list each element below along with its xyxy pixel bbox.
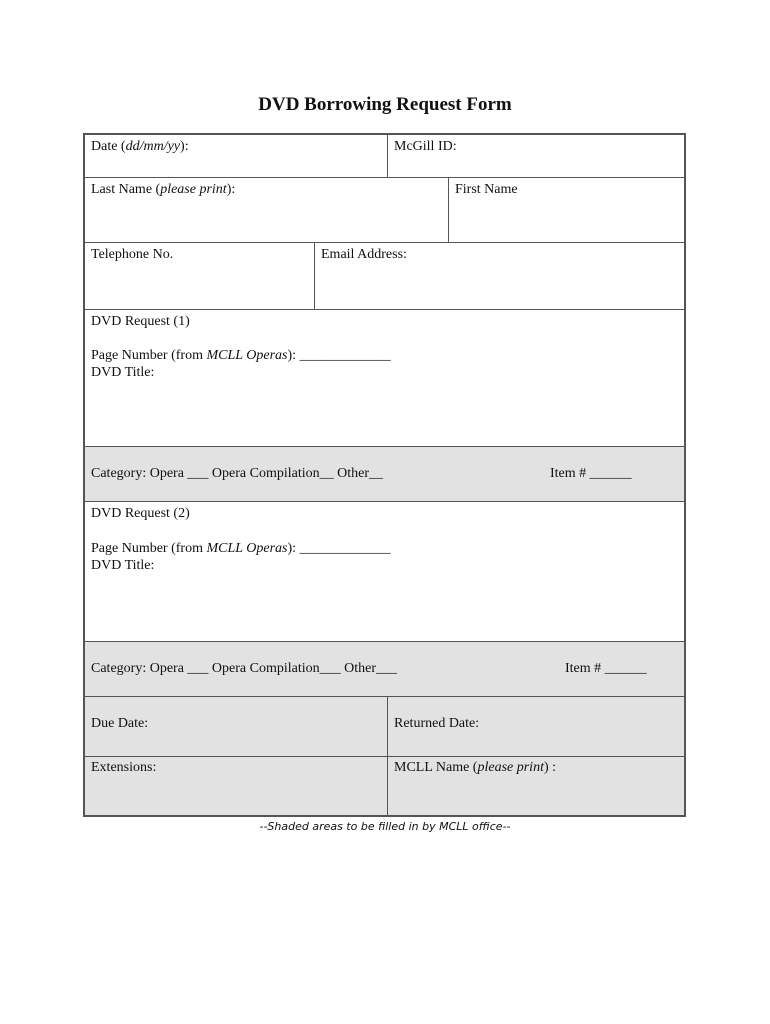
row-extensions bbox=[85, 757, 684, 815]
page-number-2-suffix: ): _____________ bbox=[287, 541, 391, 556]
mcgill-id-label: McGill ID: bbox=[394, 139, 457, 154]
mcll-name-note: please print bbox=[477, 760, 544, 775]
dvd-request-2 bbox=[85, 502, 684, 642]
mcll-name-label: MCLL Name ( bbox=[394, 760, 478, 775]
date-format: dd/mm/yy bbox=[125, 139, 181, 154]
last-name-note: please print bbox=[160, 182, 227, 197]
category-1-field[interactable] bbox=[85, 447, 525, 501]
due-date-field[interactable] bbox=[85, 697, 387, 756]
extensions-field[interactable] bbox=[85, 757, 387, 815]
page-number-1 bbox=[91, 347, 678, 364]
email-label: Email Address: bbox=[321, 247, 407, 262]
dvd-title-2-label: DVD Title: bbox=[91, 558, 155, 573]
last-name-label-close: ): bbox=[226, 182, 236, 197]
page-number-2-source: MCLL Operas bbox=[206, 541, 288, 556]
returned-date-label: Returned Date: bbox=[394, 716, 480, 731]
category-1-label: Category: Opera ___ Opera Compilation__ Other__ bbox=[91, 466, 383, 481]
item-2-label: Item # ______ bbox=[565, 661, 647, 676]
telephone-label: Telephone No. bbox=[91, 247, 174, 262]
due-date-label: Due Date: bbox=[91, 716, 149, 731]
dvd-request-1-field[interactable] bbox=[85, 310, 684, 446]
request-form bbox=[83, 133, 686, 817]
dvd-request-2-heading: DVD Request (2) bbox=[91, 506, 190, 521]
page-number-2 bbox=[91, 540, 678, 557]
category-row-1 bbox=[85, 447, 684, 502]
item-1-label: Item # ______ bbox=[550, 466, 632, 481]
last-name-label: Last Name ( bbox=[91, 182, 161, 197]
item-1-field[interactable] bbox=[544, 447, 684, 501]
dvd-request-1-heading: DVD Request (1) bbox=[91, 314, 190, 329]
email-field[interactable] bbox=[314, 243, 684, 309]
footer-note: --Shaded areas to be filled in by MCLL office-- bbox=[259, 820, 511, 833]
dvd-request-2-field[interactable] bbox=[85, 502, 684, 641]
first-name-field[interactable] bbox=[448, 178, 684, 242]
dvd-title-1-label: DVD Title: bbox=[91, 365, 155, 380]
page-number-1-suffix: ): _____________ bbox=[287, 348, 391, 363]
returned-date-field[interactable] bbox=[387, 697, 684, 756]
page-number-1-source: MCLL Operas bbox=[206, 348, 288, 363]
page-number-1-prefix: Page Number (from bbox=[91, 348, 207, 363]
mcll-name-label-close: ) : bbox=[543, 760, 557, 775]
dvd-request-1 bbox=[85, 310, 684, 447]
mcll-name-field[interactable] bbox=[387, 757, 684, 815]
category-2-label: Category: Opera ___ Opera Compilation___ Other___ bbox=[91, 661, 397, 676]
item-2-field[interactable] bbox=[559, 642, 684, 696]
last-name-field[interactable] bbox=[85, 178, 448, 242]
page-number-2-prefix: Page Number (from bbox=[91, 541, 207, 556]
extensions-label: Extensions: bbox=[91, 760, 157, 775]
date-label-close: ): bbox=[180, 139, 189, 154]
first-name-label: First Name bbox=[455, 182, 518, 197]
form-title: DVD Borrowing Request Form bbox=[258, 94, 512, 115]
row-contact bbox=[85, 243, 684, 310]
telephone-field[interactable] bbox=[85, 243, 314, 309]
row-date-id bbox=[85, 135, 684, 178]
row-names bbox=[85, 178, 684, 243]
category-2-field[interactable] bbox=[85, 642, 545, 696]
date-field[interactable] bbox=[85, 135, 387, 177]
mcgill-id-field[interactable] bbox=[387, 135, 684, 177]
category-row-2 bbox=[85, 642, 684, 697]
row-dates bbox=[85, 697, 684, 757]
date-label: Date ( bbox=[91, 139, 126, 154]
